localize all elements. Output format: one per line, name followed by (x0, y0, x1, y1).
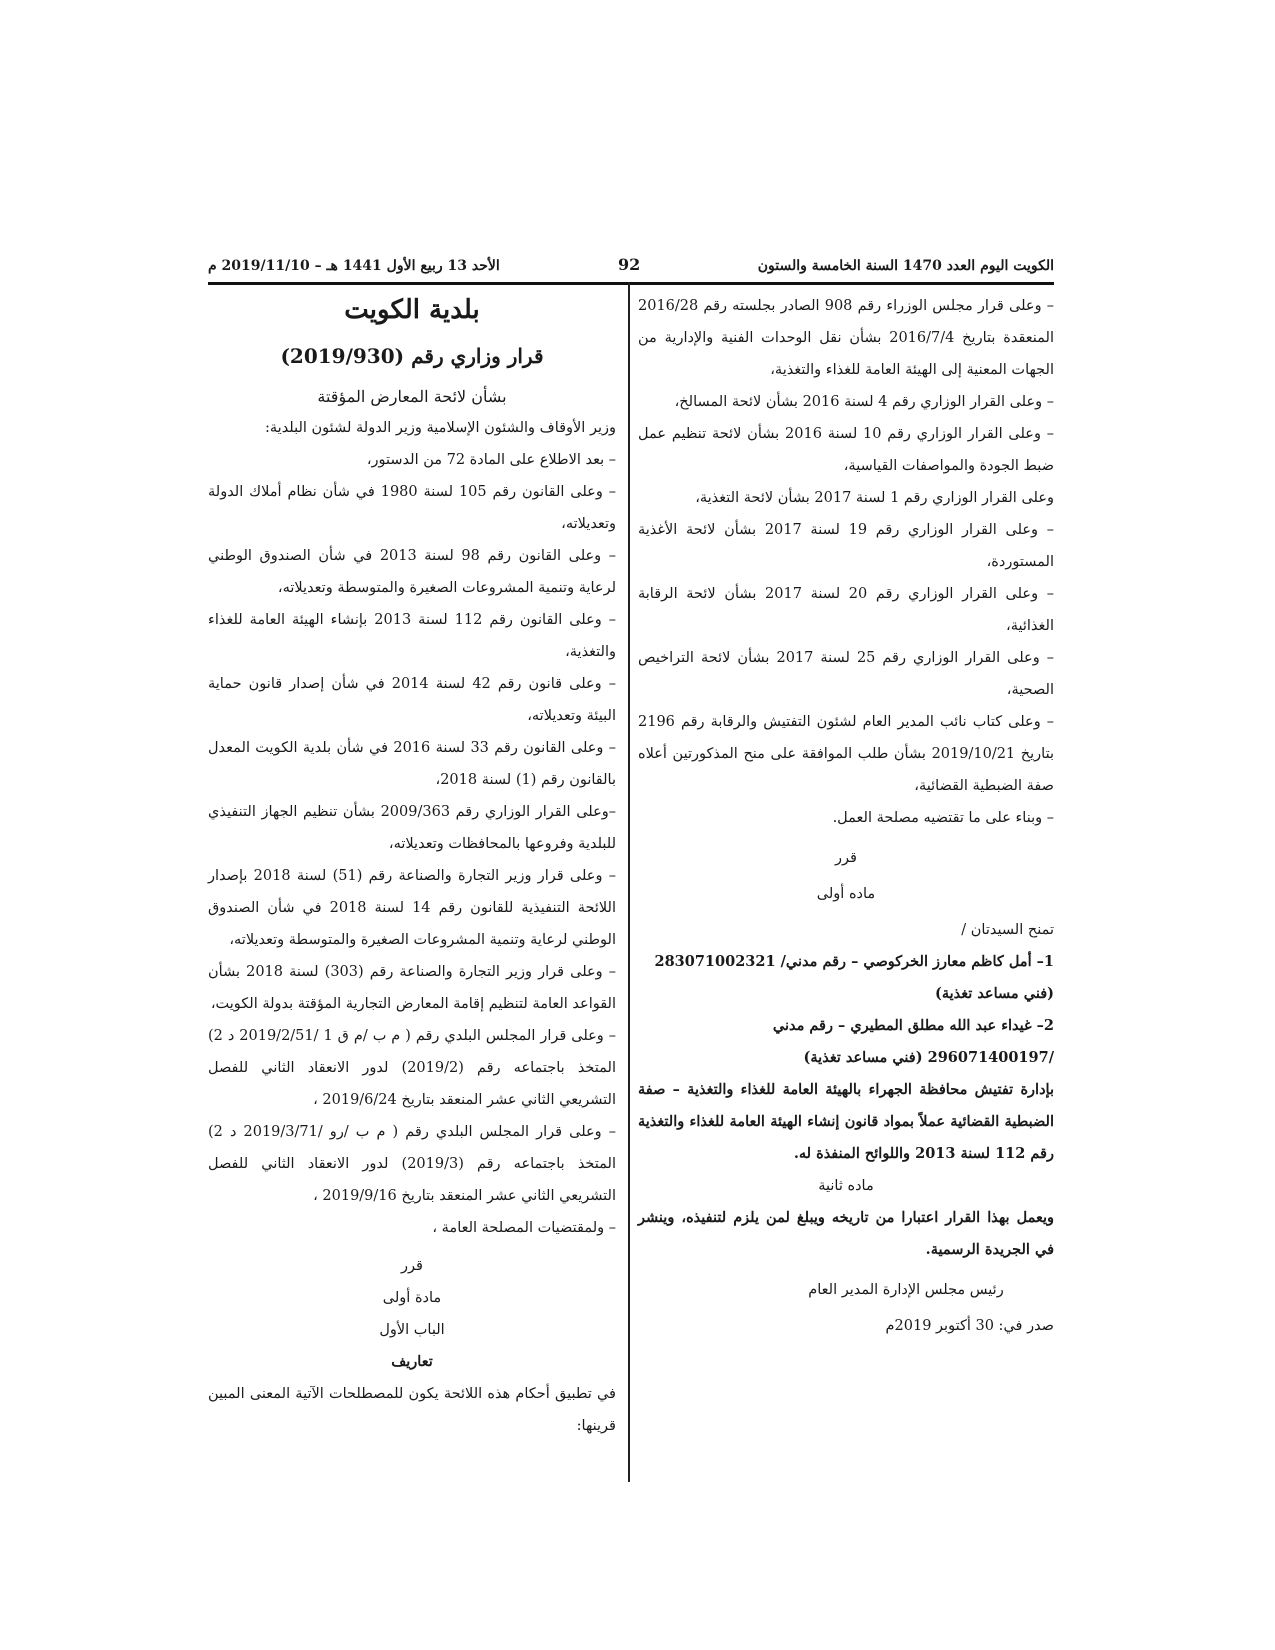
paragraph: – وبناء على ما تقتضيه مصلحة العمل. (832, 810, 1054, 826)
paragraph: – بعد الاطلاع على المادة 72 من الدستور، (366, 452, 616, 468)
definitions-heading: تعاريف (391, 1353, 433, 1370)
decree-subject: بشأن لائحة المعارض المؤقتة (317, 387, 507, 406)
paragraph: في تطبيق أحكام هذه اللائحة يكون للمصطلحات الآتية المعنى المبين قرينها: (208, 1386, 616, 1434)
header-rule (208, 282, 1054, 285)
paragraph: – وعلى القانون رقم 33 لسنة 2016 في شأن بلدية الكويت المعدل بالقانون رقم (1) لسنة 2018، (208, 740, 616, 788)
paragraph: – وعلى قرار وزير التجارة والصناعة رقم (51) لسنة 2018 بإصدار اللائحة التنفيذية للقانون رقم 14 لسنة 2018 في شأن الصندوق الوطني لرعاية وتنمية المشروعات الصغيرة والمتوسطة وتعديلاته، (208, 868, 616, 948)
person-role: (فني مساعد تغذية) (934, 985, 1054, 1002)
column-divider (628, 282, 630, 1482)
header-date: الأحد 13 ربيع الأول 1441 هـ – 2019/11/10 م (208, 258, 500, 274)
paragraph: – وعلى القانون رقم 105 لسنة 1980 في شأن نظام أملاك الدولة وتعديلاته، (208, 484, 616, 532)
paragraph: – وعلى قرار المجلس البلدي رقم ( م ب /م ق 1 /2019/2/51 د 2) المتخذ باجتماعه رقم (2019/2) لدور الانعقاد الثاني للفصل التشريعي الثاني عشر المنعقد بتاريخ 2019/6/24 ، (208, 1028, 616, 1108)
paragraph: تمنح السيدتان / (961, 922, 1054, 938)
decided-heading: قرر (401, 1258, 423, 1274)
right-column (638, 290, 1054, 1342)
decree-title: قرار وزاري رقم (2019/930) (280, 344, 544, 368)
person-entry: 1– أمل كاظم معارز الخركوصي – رقم مدني/ 283071002321 (654, 953, 1054, 970)
paragraph: بإدارة تفتيش محافظة الجهراء بالهيئة العامة للغذاء والتغذية – صفة الضبطية القضائية عملاً بمواد قانون إنشاء الهيئة العامة للغذاء والتغذية رقم 112 لسنة 2013 واللوائح المنفذة له. (638, 1081, 1054, 1162)
paragraph: وعلى القرار الوزاري رقم 1 لسنة 2017 بشأن لائحة التغذية، (695, 490, 1054, 506)
paragraph: – وعلى القرار الوزاري رقم 10 لسنة 2016 بشأن لائحة تنظيم عمل ضبط الجودة والمواصفات القياسية، (638, 426, 1054, 474)
chapter-heading: الباب الأول (379, 1322, 445, 1338)
paragraph: – وعلى قرار وزير التجارة والصناعة رقم (303) لسنة 2018 بشأن القواعد العامة لتنظيم إقامة المعارض التجارية المؤقتة بدولة الكويت، (208, 964, 616, 1012)
paragraph: – ولمقتضيات المصلحة العامة ، (432, 1220, 616, 1236)
article-heading: مادة أولى (382, 1290, 442, 1306)
left-column (208, 290, 616, 1442)
page-header (208, 255, 1054, 277)
paragraph: – وعلى قانون رقم 42 لسنة 2014 في شأن إصدار قانون حماية البيئة وتعديلاته، (208, 676, 616, 724)
paragraph: – وعلى القرار الوزاري رقم 20 لسنة 2017 بشأن لائحة الرقابة الغذائية، (638, 586, 1054, 634)
paragraph: – وعلى قرار مجلس الوزراء رقم 908 الصادر بجلسته رقم 2016/28 المنعقدة بتاريخ 2016/7/4 بشأن نقل الوحدات الفنية والإدارية من الجهات المعنية إلى الهيئة العامة للغذاء والتغذية، (638, 298, 1054, 378)
paragraph: – وعلى القرار الوزاري رقم 19 لسنة 2017 بشأن لائحة الأغذية المستوردة، (638, 522, 1054, 570)
paragraph: – وعلى كتاب نائب المدير العام لشئون التفتيش والرقابة رقم 2196 بتاريخ 2019/10/21 بشأن طلب الموافقة على منح المذكورتين أعلاه صفة الضبطية القضائية، (638, 714, 1054, 794)
header-page-number: 92 (618, 255, 641, 274)
paragraph: – وعلى القانون رقم 112 لسنة 2013 بإنشاء الهيئة العامة للغذاء والتغذية، (208, 612, 616, 660)
paragraph: –وعلى القرار الوزاري رقم 2009/363 بشأن تنظيم الجهاز التنفيذي للبلدية وفروعها بالمحافظات وتعديلاته، (208, 804, 616, 852)
paragraph: – وعلى قرار المجلس البلدي رقم ( م ب /رو /2019/3/71 د 2) المتخذ باجتماعه رقم (2019/3) لدور الانعقاد الثاني للفصل التشريعي الثاني عشر المنعقد بتاريخ 2019/9/16 ، (208, 1124, 616, 1204)
signature-title: رئيس مجلس الإدارة المدير العام (808, 1282, 1004, 1298)
paragraph: – وعلى القانون رقم 98 لسنة 2013 في شأن الصندوق الوطني لرعاية وتنمية المشروعات الصغيرة والمتوسطة وتعديلاته، (208, 548, 616, 596)
article-heading: ماده أولى (816, 886, 876, 902)
person-role: /296071400197 (فني مساعد تغذية) (803, 1049, 1054, 1066)
issue-date: صدر في: 30 أكتوبر 2019م (885, 1318, 1054, 1334)
person-entry: 2– غيداء عبد الله مطلق المطيري – رقم مدني (772, 1017, 1054, 1034)
decided-heading: قرر (835, 850, 857, 866)
paragraph: ويعمل بهذا القرار اعتبارا من تاريخه ويبلغ لمن يلزم لتنفيذه، وينشر في الجريدة الرسمية. (638, 1209, 1054, 1258)
article-heading: ماده ثانية (818, 1178, 874, 1194)
document-title: بلدية الكويت (344, 295, 480, 325)
paragraph: – وعلى القرار الوزاري رقم 4 لسنة 2016 بشأن لائحة المسالخ، (674, 394, 1054, 410)
paragraph: – وعلى القرار الوزاري رقم 25 لسنة 2017 بشأن لائحة التراخيص الصحية، (638, 650, 1054, 698)
paragraph: وزير الأوقاف والشئون الإسلامية وزير الدولة لشئون البلدية: (265, 420, 616, 436)
header-gazette-info: الكويت اليوم العدد 1470 السنة الخامسة والستون (757, 258, 1054, 274)
